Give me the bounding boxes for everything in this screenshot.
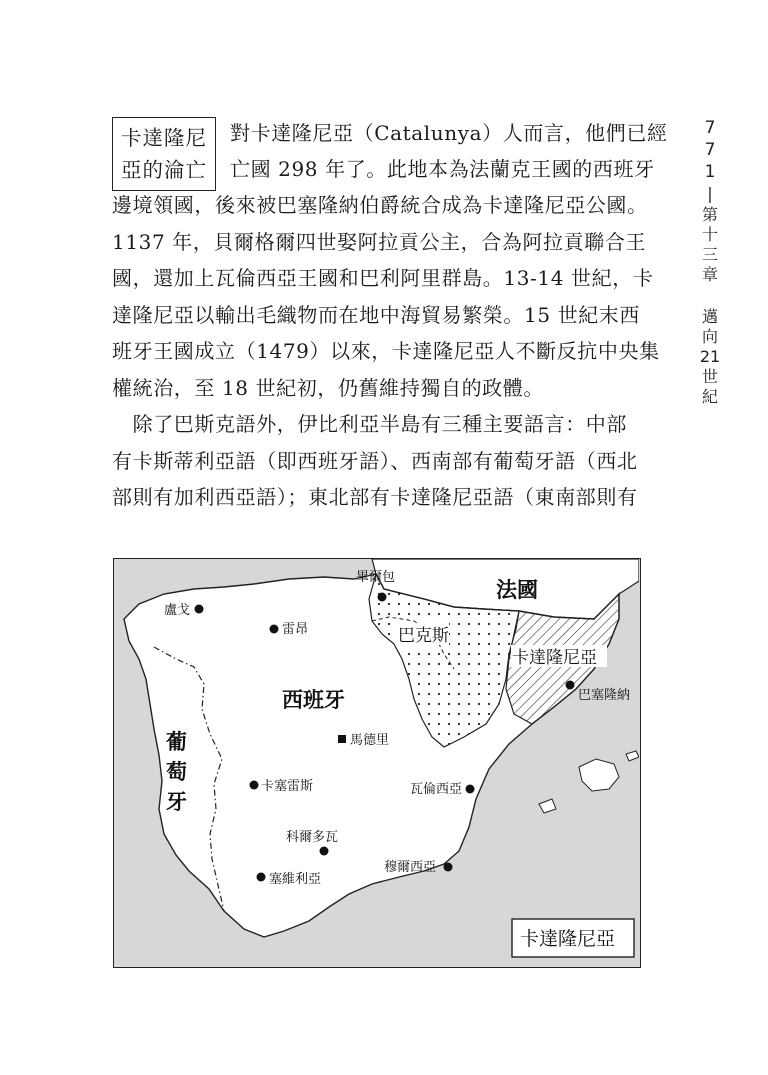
portugal-label-1: 葡 — [166, 729, 187, 754]
balearic-menorca — [626, 751, 639, 761]
page-number-digit-2: 7 — [704, 140, 716, 160]
page-number-digit-1: 7 — [704, 118, 716, 138]
bilbao-marker — [378, 593, 387, 602]
section-heading-line-1: 卡達隆尼 — [121, 126, 207, 150]
valencia-marker — [466, 785, 475, 794]
paragraph-1-line-6: 達隆尼亞以輸出毛織物而在地中海貿易繁榮。15 世紀末西 — [112, 303, 641, 327]
title-char-5: 紀 — [701, 387, 718, 406]
chapter-char-4: 章 — [701, 265, 718, 284]
paragraph-1-line-3: 邊境領國，後來被巴塞隆納伯爵統合成為卡達隆尼亞公國。 — [112, 193, 648, 217]
cordoba-marker — [320, 847, 329, 856]
legend-label: 卡達隆尼亞 — [520, 928, 616, 950]
iberia-map — [113, 558, 641, 968]
chapter-char-3: 三 — [701, 245, 718, 264]
spain-label: 西班牙 — [282, 687, 345, 712]
portugal-label-3: 牙 — [166, 789, 187, 814]
paragraph-1-line-2: 亡國 298 年了。此地本為法蘭克王國的西班牙 — [230, 157, 655, 181]
header-divider: | — [707, 184, 713, 203]
paragraph-1-line-1: 對卡達隆尼亞（Catalunya）人而言，他們已經 — [230, 121, 668, 145]
cordoba-label: 科爾多瓦 — [286, 830, 339, 845]
caceres-marker — [250, 781, 259, 790]
seville-label: 塞維利亞 — [269, 872, 322, 887]
section-heading-box — [112, 117, 216, 191]
barcelona-marker — [566, 681, 575, 690]
title-char-4: 世 — [701, 367, 718, 386]
murcia-marker — [444, 863, 453, 872]
lugo-marker — [195, 605, 204, 614]
madrid-label: 馬德里 — [350, 733, 390, 748]
page-number-digit-3: 1 — [704, 162, 716, 182]
lugo-label: 盧戈 — [164, 603, 191, 618]
leon-marker — [270, 625, 279, 634]
seville-marker — [257, 873, 266, 882]
france-label: 法國 — [496, 577, 538, 602]
title-char-1: 邁 — [701, 307, 718, 326]
caceres-label: 卡塞雷斯 — [261, 779, 314, 794]
chapter-char-1: 第 — [701, 205, 718, 224]
bilbao-label: 畢爾包 — [356, 570, 396, 585]
paragraph-2-line-3: 部則有加利西亞語）；東北部有卡達隆尼亞語（東南部則有 — [112, 485, 638, 509]
barcelona-label: 巴塞隆納 — [578, 688, 631, 703]
catalonia-label: 卡達隆尼亞 — [512, 648, 597, 668]
balearic-mallorca — [579, 759, 619, 791]
basque-label: 巴克斯 — [398, 626, 449, 646]
paragraph-1-line-4: 1137 年，貝爾格爾四世娶阿拉貢公主，合為阿拉貢聯合王 — [112, 230, 647, 254]
title-char-3: 21 — [699, 347, 721, 366]
balearic-ibiza — [539, 799, 556, 813]
paragraph-1-line-5: 國，還加上瓦倫西亞王國和巴利阿里群島。13-14 世紀，卡 — [112, 266, 654, 290]
section-heading-line-2: 亞的淪亡 — [121, 158, 207, 182]
portugal-label-2: 萄 — [166, 759, 187, 784]
paragraph-2-line-2: 有卡斯蒂利亞語（即西班牙語）、西南部有葡萄牙語（西北 — [112, 449, 638, 473]
valencia-label: 瓦倫西亞 — [410, 782, 463, 797]
paragraph-2-line-1: 除了巴斯克語外，伊比利亞半島有三種主要語言：中部 — [112, 412, 627, 436]
madrid-marker — [338, 735, 346, 743]
title-char-2: 向 — [701, 327, 718, 346]
running-header — [698, 117, 722, 407]
chapter-char-2: 十 — [701, 225, 718, 244]
paragraph-1-line-7: 班牙王國成立（1479）以來，卡達隆尼亞人不斷反抗中央集 — [112, 339, 660, 363]
paragraph-1-line-8: 權統治，至 18 世紀初，仍舊維持獨自的政體。 — [112, 376, 544, 400]
leon-label: 雷昂 — [282, 622, 309, 637]
murcia-label: 穆爾西亞 — [384, 860, 437, 875]
